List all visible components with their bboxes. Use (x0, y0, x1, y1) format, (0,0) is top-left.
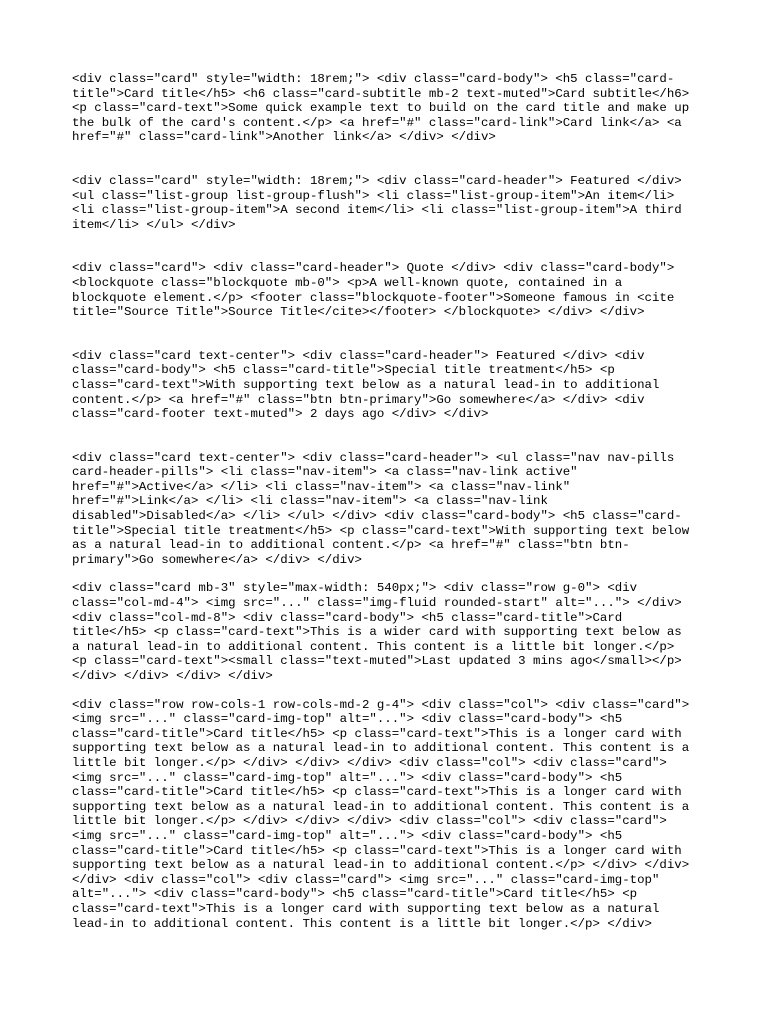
code-line: supporting text below as a natural lead-in to additional content.</p> </div> </div> (72, 858, 690, 873)
code-line: <div class="col-md-8"> <div class="card-body"> <h5 class="card-title">Card (72, 610, 623, 625)
code-line: disabled">Disabled</a> </li> </ul> </div> <div class="card-body"> <h5 class="card- (72, 509, 682, 524)
code-line: class="card-title">Card title</h5> <p class="card-text">This is a longer card with (72, 726, 682, 741)
code-line: class="card-title">Card title</h5> <p class="card-text">This is a longer card with (72, 843, 682, 858)
code-line: <div class="card" style="width: 18rem;"> <div class="card-header"> Featured </div> (72, 173, 682, 188)
code-line: title">Special title treatment</h5> <p class="card-text">With supporting text below (72, 523, 690, 538)
code-line: <p class="card-text">Some quick example text to build on the card title and make up (72, 101, 690, 116)
code-line: href="#">Active</a> </li> <li class="nav-item"> <a class="nav-link" (72, 479, 571, 494)
document-page (72, 72, 712, 931)
code-line: class="card-footer text-muted"> 2 days ago </div> </div> (72, 407, 489, 422)
code-line: little bit longer.</p> </div> </div> </div> <div class="col"> <div class="card"> (72, 814, 667, 829)
code-line: <div class="row row-cols-1 row-cols-md-2 g-4"> <div class="col"> <div class="card"> (72, 697, 690, 712)
code-line: lead-in to additional content. This content is a little bit longer.</p> </div> (72, 916, 652, 931)
code-block-card-list-group (72, 174, 712, 232)
code-line: <ul class="list-group list-group-flush"> <li class="list-group-item">An item</li> (72, 188, 675, 203)
code-line: class="card-body"> <h5 class="card-title">Special title treatment</h5> <p (72, 363, 615, 378)
code-line: <div class="card"> <div class="card-header"> Quote </div> <div class="card-body"> (72, 261, 675, 276)
code-line: <div class="card" style="width: 18rem;"> <div class="card-body"> <h5 class="card- (72, 72, 675, 86)
code-line: <blockquote class="blockquote mb-0"> <p>A well-known quote, contained in a (72, 275, 623, 290)
code-line: <div class="card text-center"> <div class="card-header"> Featured </div> <div (72, 348, 645, 363)
code-line: as a natural lead-in to additional content.</p> <a href="#" class="btn btn- (72, 538, 630, 553)
code-line: title">Card title</h5> <h6 class="card-subtitle mb-2 text-muted">Card subtitle</h6> (72, 86, 690, 101)
code-line: </div> <div class="col"> <div class="card"> <img src="..." class="card-img-top" (72, 872, 660, 887)
code-line: <p class="card-text"><small class="text-muted">Last updated 3 mins ago</small></p> (72, 654, 682, 669)
code-line: blockquote element.</p> <footer class="blockquote-footer">Someone famous in <cite (72, 290, 675, 305)
code-line: <div class="card text-center"> <div class="card-header"> <ul class="nav nav-pills (72, 450, 675, 465)
code-block-card-horizontal (72, 581, 712, 683)
code-line: supporting text below as a natural lead-in to additional content. This content is a (72, 799, 690, 814)
code-line: href="#" class="card-link">Another link</a> </div> </div> (72, 130, 496, 145)
code-block-card-title-subtitle (72, 72, 712, 145)
code-line: class="col-md-4"> <img src="..." class="img-fluid rounded-start" alt="..."> </div> (72, 596, 682, 611)
code-line: title="Source Title">Source Title</cite></footer> </blockquote> </div> </div> (72, 305, 645, 320)
code-line: little bit longer.</p> </div> </div> </div> <div class="col"> <div class="card"> (72, 755, 667, 770)
code-block-card-quote (72, 261, 712, 319)
code-line: <img src="..." class="card-img-top" alt="..."> <div class="card-body"> <h5 (72, 828, 623, 843)
code-line: href="#">Link</a> </li> <li class="nav-item"> <a class="nav-link (72, 494, 548, 509)
code-line: item</li> </ul> </div> (72, 217, 236, 232)
code-line: class="card-title">Card title</h5> <p class="card-text">This is a longer card with (72, 785, 682, 800)
code-line: content.</p> <a href="#" class="btn btn-primary">Go somewhere</a> </div> <div (72, 392, 645, 407)
code-block-card-featured-footer (72, 349, 712, 422)
code-line: alt="..."> <div class="card-body"> <h5 class="card-title">Card title</h5> <p (72, 887, 638, 902)
code-line: class="card-text">This is a longer card with supporting text below as a natural (72, 901, 660, 916)
code-line: the bulk of the card's content.</p> <a href="#" class="card-link">Card link</a> <a (72, 115, 682, 130)
code-line: title</h5> <p class="card-text">This is a wider card with supporting text below as (72, 625, 682, 640)
code-line: </div> </div> </div> </div> (72, 669, 273, 683)
code-line: card-header-pills"> <li class="nav-item"> <a class="nav-link active" (72, 465, 578, 480)
code-line: a natural lead-in to additional content. This content is a little bit longer.</p> (72, 639, 675, 654)
code-line: <img src="..." class="card-img-top" alt="..."> <div class="card-body"> <h5 (72, 770, 623, 785)
code-line: <div class="card mb-3" style="max-width: 540px;"> <div class="row g-0"> <div (72, 581, 638, 596)
code-line: <img src="..." class="card-img-top" alt="..."> <div class="card-body"> <h5 (72, 712, 623, 727)
code-line: <li class="list-group-item">A second item</li> <li class="list-group-item">A third (72, 203, 682, 218)
code-line: primary">Go somewhere</a> </div> </div> (72, 552, 362, 567)
code-line: supporting text below as a natural lead-in to additional content. This content is a (72, 741, 690, 756)
code-block-card-grid (72, 698, 712, 932)
code-block-card-nav-pills (72, 451, 712, 568)
code-line: class="card-text">With supporting text below as a natural lead-in to additional (72, 377, 660, 392)
